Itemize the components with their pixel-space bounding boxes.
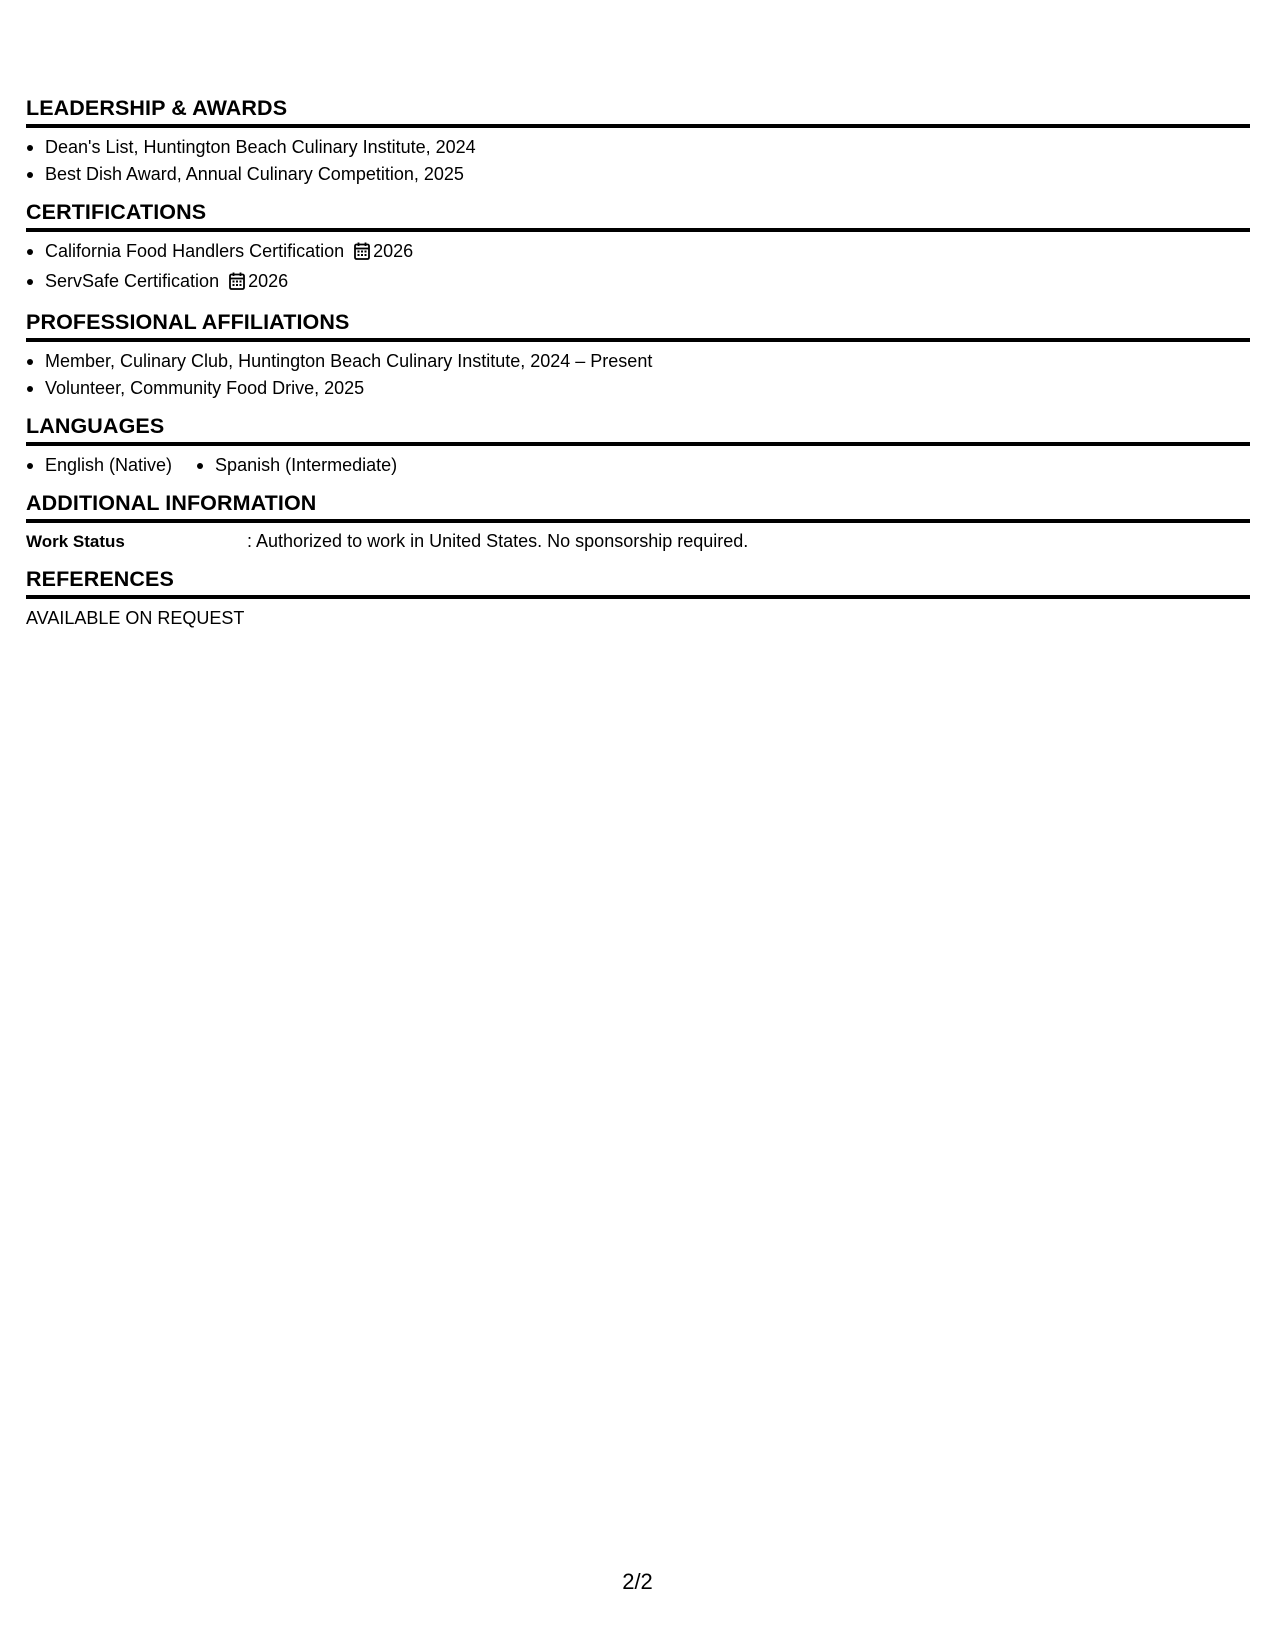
languages-section [26,413,1250,479]
certification-year: 2026 [248,271,289,291]
references-text: AVAILABLE ON REQUEST [26,608,245,628]
list-item [26,268,1250,298]
certifications-list [26,238,1250,298]
section-title-affiliations: PROFESSIONAL AFFILIATIONS [26,309,1250,342]
certification-year: 2026 [373,241,414,261]
resume-page [26,95,1250,632]
list-item: Spanish (Intermediate) [196,452,397,479]
work-status-label: Work Status [26,532,125,551]
page-number: 2/2 [622,1569,653,1594]
list-item: Best Dish Award, Annual Culinary Competition, 2025 [26,161,1250,188]
leadership-awards-section [26,95,1250,188]
section-title-additional: ADDITIONAL INFORMATION [26,490,1250,523]
section-title-certifications: CERTIFICATIONS [26,199,1250,232]
additional-info-section [26,490,1250,555]
languages-list [26,452,1250,479]
list-item: Volunteer, Community Food Drive, 2025 [26,375,1250,402]
leadership-list [26,134,1250,188]
certifications-section [26,199,1250,298]
certification-name: California Food Handlers Certification [45,241,345,261]
work-status-row [26,528,1250,555]
list-item: Dean's List, Huntington Beach Culinary Institute, 2024 [26,134,1250,161]
affiliations-section [26,309,1250,402]
certification-name: ServSafe Certification [45,271,220,291]
calendar-icon [229,271,245,298]
list-item: English (Native) [26,452,172,479]
calendar-icon [354,241,370,268]
section-title-leadership: LEADERSHIP & AWARDS [26,95,1250,128]
references-section [26,566,1250,632]
list-item [26,238,1250,268]
section-title-references: REFERENCES [26,566,1250,599]
section-title-languages: LANGUAGES [26,413,1250,446]
affiliations-list [26,348,1250,402]
list-item: Member, Culinary Club, Huntington Beach Culinary Institute, 2024 – Present [26,348,1250,375]
work-status-value: : Authorized to work in United States. No sponsorship required. [247,531,749,551]
